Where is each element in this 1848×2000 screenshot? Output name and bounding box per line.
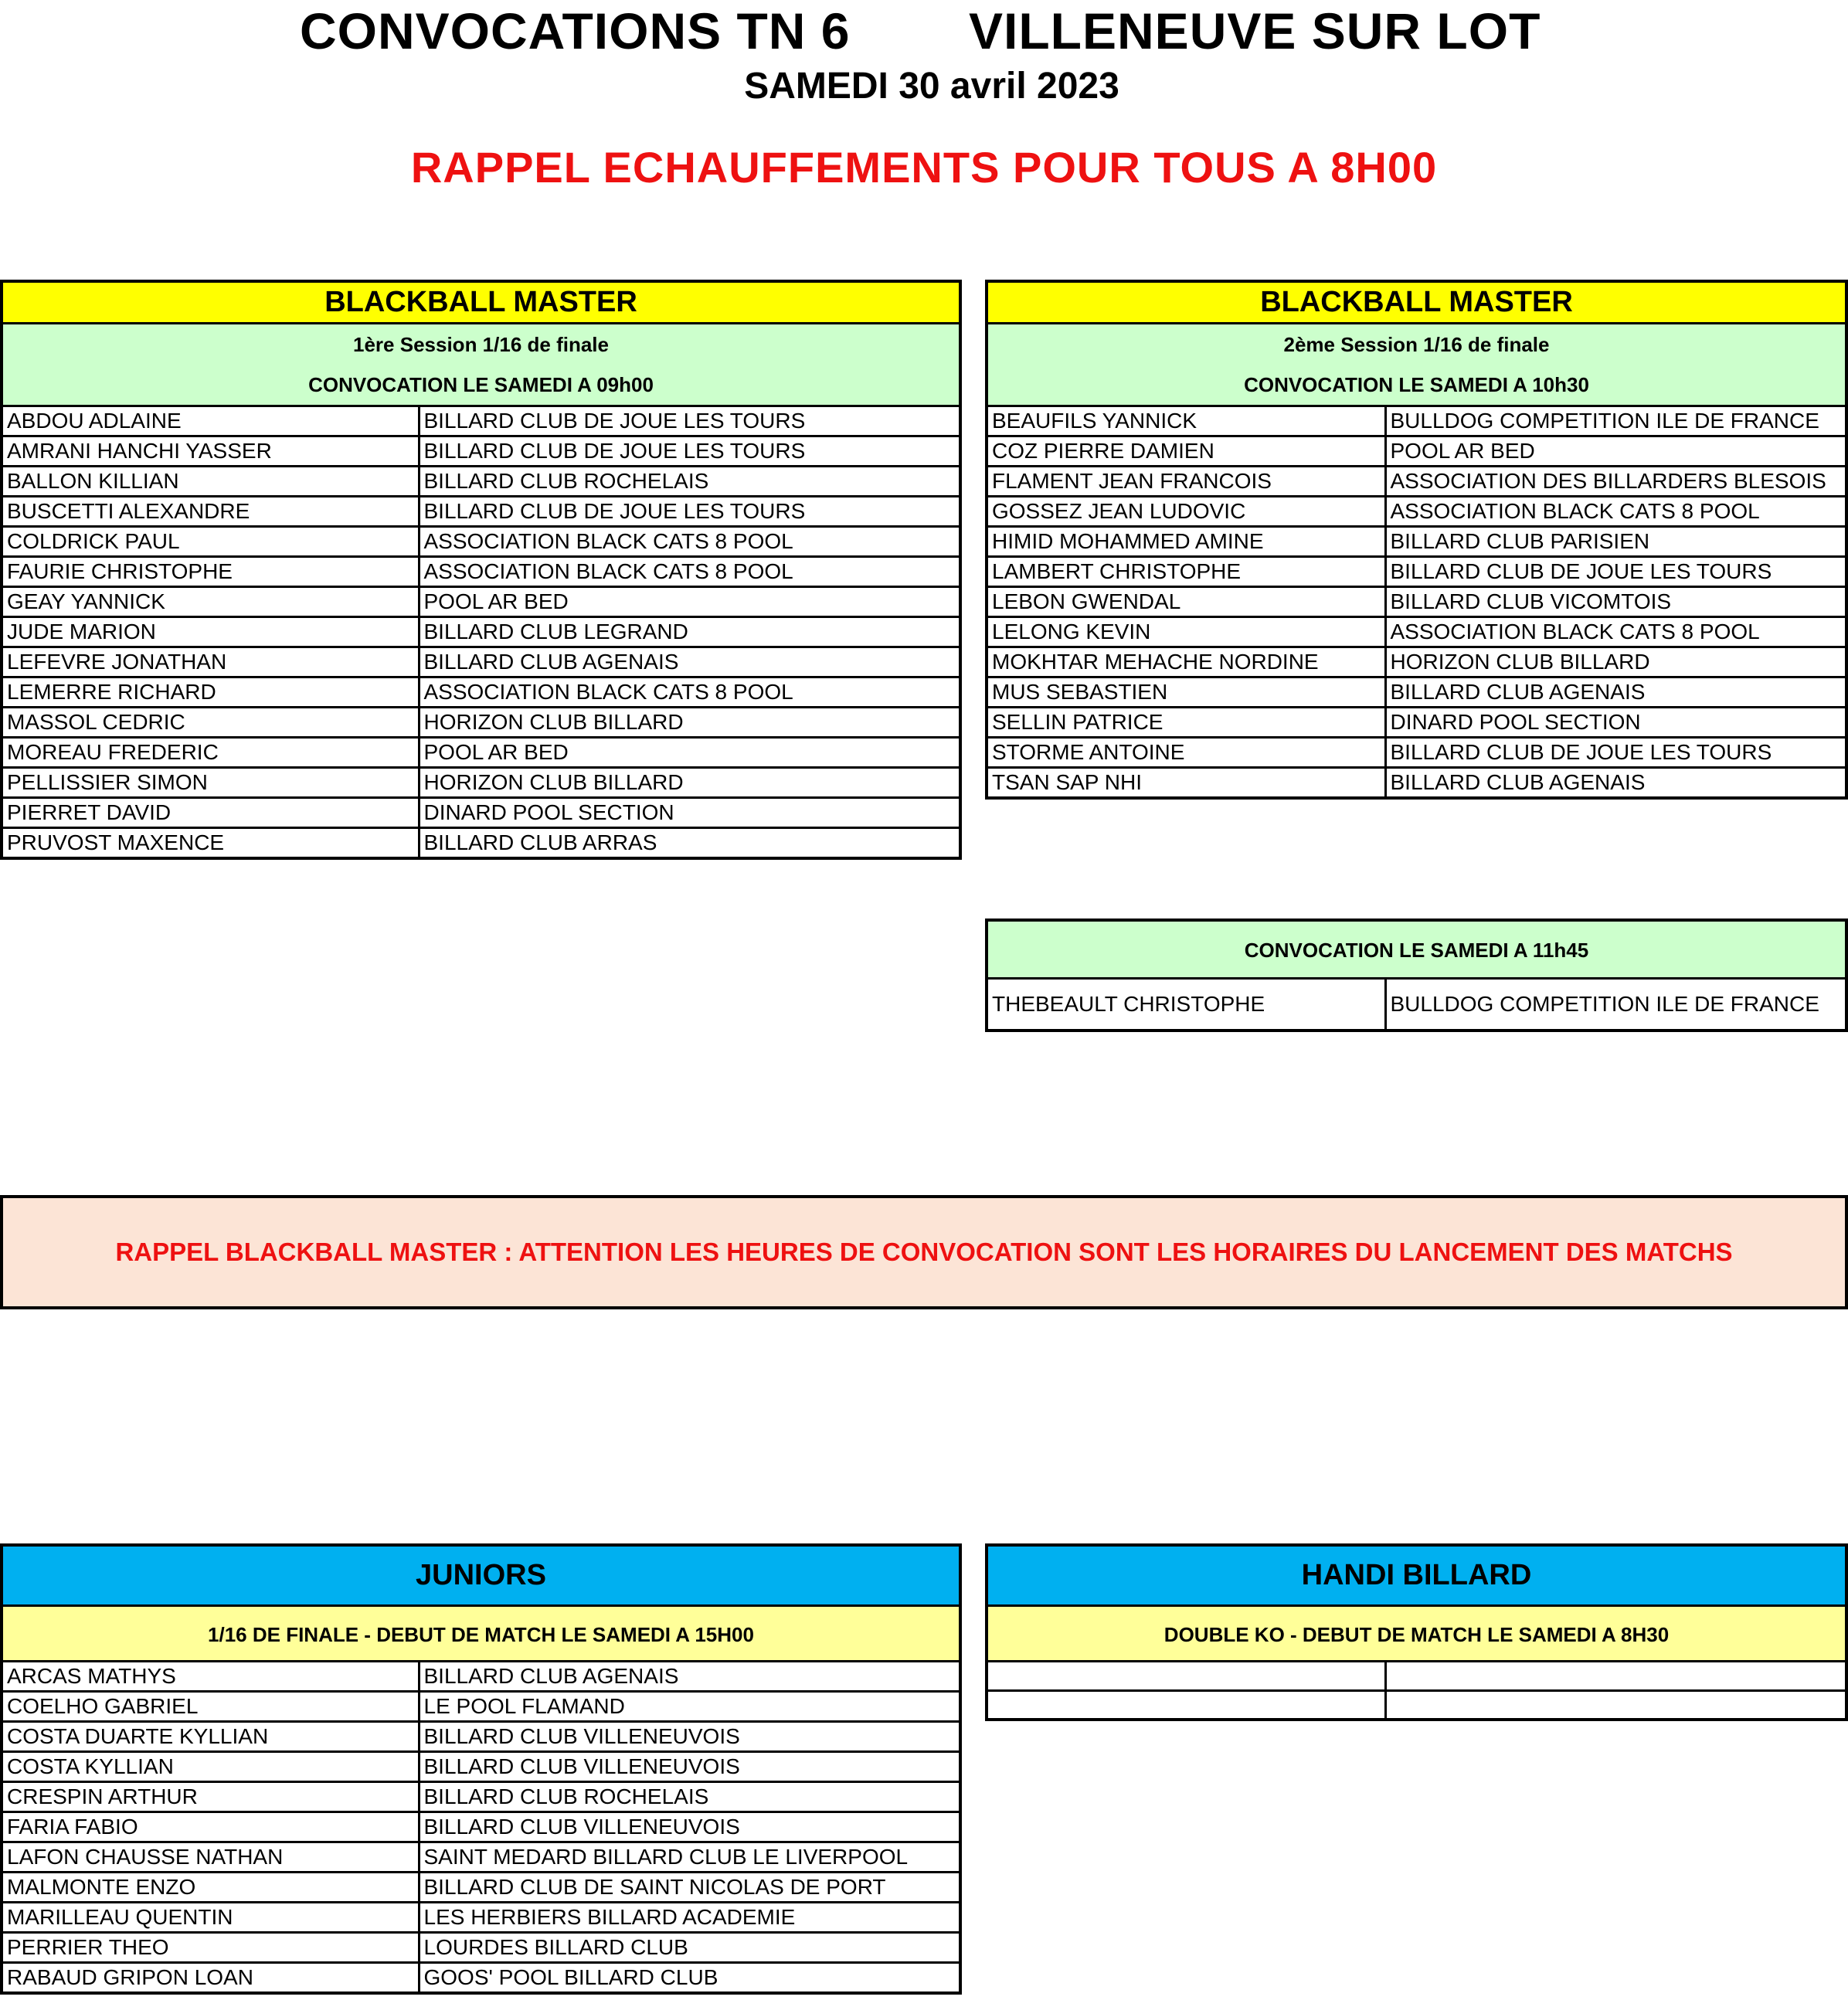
title-competition: CONVOCATIONS TN 6	[300, 2, 851, 59]
session1-subtitle: 1ère Session 1/16 de finale	[353, 333, 609, 356]
juniors-table	[3, 1662, 959, 1992]
club-name: BILLARD CLUB DE JOUE LES TOURS	[419, 497, 959, 527]
session1-panel	[0, 280, 962, 860]
session2-table	[988, 407, 1845, 796]
table-row	[988, 1662, 1845, 1690]
player-name: BUSCETTI ALEXANDRE	[3, 497, 419, 527]
session1-convocation: CONVOCATION LE SAMEDI A 09h00	[308, 373, 654, 396]
club-name: BILLARD CLUB VILLENEUVOIS	[419, 1812, 959, 1842]
session2-convocation: CONVOCATION LE SAMEDI A 10h30	[1244, 373, 1589, 396]
club-name	[1385, 1662, 1845, 1690]
table-row	[3, 436, 959, 467]
player-name: ABDOU ADLAINE	[3, 407, 419, 436]
player-name: LEMERRE RICHARD	[3, 677, 419, 708]
session2-subtitle: 2ème Session 1/16 de finale	[1283, 333, 1550, 356]
table-row	[3, 828, 959, 857]
session2-panel	[985, 280, 1848, 800]
table-row	[3, 587, 959, 617]
table-row	[988, 587, 1845, 617]
club-name: HORIZON CLUB BILLARD	[419, 708, 959, 738]
club-name: BILLARD CLUB AGENAIS	[419, 647, 959, 677]
session2-subheader	[988, 324, 1845, 407]
table-row	[3, 738, 959, 768]
club-name: BILLARD CLUB AGENAIS	[423, 1664, 679, 1688]
session1-table	[3, 407, 959, 857]
table-row	[988, 557, 1845, 587]
table-row	[3, 557, 959, 587]
player-name: FLAMENT JEAN FRANCOIS	[988, 467, 1385, 497]
club-name: BULLDOG COMPETITION ILE DE FRANCE	[1390, 992, 1819, 1016]
club-name: POOL AR BED	[1385, 436, 1845, 467]
juniors-panel	[0, 1543, 962, 1995]
table-row	[3, 1812, 959, 1842]
club-name: BILLARD CLUB VILLENEUVOIS	[419, 1752, 959, 1782]
session3-panel	[985, 919, 1848, 1032]
club-name: BULLDOG COMPETITION ILE DE FRANCE	[1390, 409, 1819, 433]
club-name: POOL AR BED	[419, 587, 959, 617]
player-name: BEAUFILS YANNICK	[988, 407, 1385, 436]
player-name	[988, 1662, 1385, 1690]
juniors-subtitle: 1/16 DE FINALE - DEBUT DE MATCH LE SAMEDI A 15H00	[3, 1607, 959, 1662]
table-row	[3, 1933, 959, 1963]
table-row	[988, 708, 1845, 738]
club-name: BILLARD CLUB DE SAINT NICOLAS DE PORT	[419, 1873, 959, 1903]
player-name: PELLISSIER SIMON	[3, 768, 419, 798]
player-name: MOREAU FREDERIC	[3, 738, 419, 768]
player-name: LELONG KEVIN	[988, 617, 1385, 647]
club-name: SAINT MEDARD BILLARD CLUB LE LIVERPOOL	[419, 1842, 959, 1873]
table-row	[988, 677, 1845, 708]
player-name: COZ PIERRE DAMIEN	[988, 436, 1385, 467]
table-row	[3, 467, 959, 497]
club-name: ASSOCIATION BLACK CATS 8 POOL	[419, 527, 959, 557]
club-name	[1385, 1690, 1845, 1718]
table-row	[988, 527, 1845, 557]
table-row	[3, 798, 959, 828]
player-name: GOSSEZ JEAN LUDOVIC	[988, 497, 1385, 527]
session3-convocation: CONVOCATION LE SAMEDI A 11h45	[1244, 939, 1589, 962]
player-name: HIMID MOHAMMED AMINE	[988, 527, 1385, 557]
table-row	[3, 1873, 959, 1903]
warmup-reminder: RAPPEL ECHAUFFEMENTS POUR TOUS A 8H00	[410, 143, 1438, 192]
club-name: ASSOCIATION BLACK CATS 8 POOL	[1385, 617, 1845, 647]
table-row	[3, 768, 959, 798]
table-row	[3, 1782, 959, 1812]
table-row	[988, 647, 1845, 677]
player-name: JUDE MARION	[3, 617, 419, 647]
table-row	[3, 677, 959, 708]
player-name: SELLIN PATRICE	[988, 708, 1385, 738]
player-name	[988, 1690, 1385, 1718]
club-name: DINARD POOL SECTION	[1385, 708, 1845, 738]
club-name: BILLARD CLUB DE JOUE LES TOURS	[1385, 557, 1845, 587]
player-name: GEAY YANNICK	[3, 587, 419, 617]
club-name: HORIZON CLUB BILLARD	[419, 768, 959, 798]
table-row	[988, 980, 1845, 1029]
table-row	[988, 768, 1845, 797]
player-name: COSTA DUARTE KYLLIAN	[3, 1722, 419, 1752]
player-name: LAFON CHAUSSE NATHAN	[3, 1842, 419, 1873]
event-date: SAMEDI 30 avril 2023	[744, 66, 1119, 107]
player-name: TSAN SAP NHI	[988, 768, 1385, 797]
club-name: BILLARD CLUB LEGRAND	[419, 617, 959, 647]
title-location: VILLENEUVE SUR LOT	[969, 2, 1541, 59]
club-name: BILLARD CLUB DE JOUE LES TOURS	[419, 436, 959, 467]
table-row	[3, 1722, 959, 1752]
table-row	[988, 1690, 1845, 1718]
handi-table	[988, 1662, 1845, 1718]
club-name: BILLARD CLUB ARRAS	[419, 828, 959, 857]
table-row	[3, 527, 959, 557]
blackball-master-note: RAPPEL BLACKBALL MASTER : ATTENTION LES HEURES DE CONVOCATION SONT LES HORAIRES DU LANCEMENT DES MATCHS	[0, 1195, 1848, 1309]
player-name: MALMONTE ENZO	[3, 1873, 419, 1903]
session3-table	[988, 980, 1845, 1029]
club-name: BILLARD CLUB AGENAIS	[1385, 677, 1845, 708]
player-name: MARILLEAU QUENTIN	[3, 1903, 419, 1933]
player-name: MOKHTAR MEHACHE NORDINE	[988, 647, 1385, 677]
page-title	[0, 2, 1848, 63]
club-name: BILLARD CLUB VILLENEUVOIS	[419, 1722, 959, 1752]
club-name: BILLARD CLUB ROCHELAIS	[419, 1782, 959, 1812]
club-name: ASSOCIATION BLACK CATS 8 POOL	[419, 557, 959, 587]
player-name: FAURIE CHRISTOPHE	[3, 557, 419, 587]
table-row	[3, 647, 959, 677]
table-row	[3, 1662, 959, 1692]
player-name: COSTA KYLLIAN	[3, 1752, 419, 1782]
player-name: MASSOL CEDRIC	[3, 708, 419, 738]
club-name: LES HERBIERS BILLARD ACADEMIE	[419, 1903, 959, 1933]
club-name: BILLARD CLUB ROCHELAIS	[419, 467, 959, 497]
club-name: LOURDES BILLARD CLUB	[419, 1933, 959, 1963]
player-name: PIERRET DAVID	[3, 798, 419, 828]
player-name: COELHO GABRIEL	[3, 1692, 419, 1722]
handi-panel	[985, 1543, 1848, 1721]
player-name: MUS SEBASTIEN	[988, 677, 1385, 708]
player-name: BALLON KILLIAN	[3, 467, 419, 497]
table-row	[3, 617, 959, 647]
table-row	[3, 1842, 959, 1873]
club-name: BILLARD CLUB VICOMTOIS	[1385, 587, 1845, 617]
juniors-title: JUNIORS	[3, 1547, 959, 1607]
player-name: COLDRICK PAUL	[3, 527, 419, 557]
player-name: LEBON GWENDAL	[988, 587, 1385, 617]
player-name: LEFEVRE JONATHAN	[3, 647, 419, 677]
handi-subtitle: DOUBLE KO - DEBUT DE MATCH LE SAMEDI A 8H30	[988, 1607, 1845, 1662]
table-row	[3, 1963, 959, 1992]
club-name: GOOS' POOL BILLARD CLUB	[419, 1963, 959, 1992]
table-row	[988, 738, 1845, 768]
club-name: LE POOL FLAMAND	[419, 1692, 959, 1722]
table-row	[3, 407, 959, 436]
table-row	[3, 708, 959, 738]
player-name: PRUVOST MAXENCE	[3, 828, 419, 857]
player-name: LAMBERT CHRISTOPHE	[988, 557, 1385, 587]
club-name: BILLARD CLUB DE JOUE LES TOURS	[423, 409, 806, 433]
table-row	[3, 1692, 959, 1722]
table-row	[3, 497, 959, 527]
table-row	[988, 436, 1845, 467]
club-name: ASSOCIATION BLACK CATS 8 POOL	[1385, 497, 1845, 527]
session1-subheader	[3, 324, 959, 407]
club-name: POOL AR BED	[419, 738, 959, 768]
handi-title: HANDI BILLARD	[988, 1547, 1845, 1607]
session2-title: BLACKBALL MASTER	[988, 283, 1845, 324]
player-name: FARIA FABIO	[3, 1812, 419, 1842]
table-row	[988, 617, 1845, 647]
player-name: CRESPIN ARTHUR	[3, 1782, 419, 1812]
session1-title: BLACKBALL MASTER	[3, 283, 959, 324]
table-row	[988, 407, 1845, 436]
table-row	[988, 467, 1845, 497]
club-name: BILLARD CLUB PARISIEN	[1385, 527, 1845, 557]
club-name: ASSOCIATION BLACK CATS 8 POOL	[419, 677, 959, 708]
club-name: BILLARD CLUB AGENAIS	[1385, 768, 1845, 797]
player-name: THEBEAULT CHRISTOPHE	[988, 980, 1385, 1029]
player-name: STORME ANTOINE	[988, 738, 1385, 768]
club-name: DINARD POOL SECTION	[419, 798, 959, 828]
player-name: ARCAS MATHYS	[3, 1662, 419, 1692]
session3-subheader	[988, 922, 1845, 980]
table-row	[3, 1752, 959, 1782]
player-name: RABAUD GRIPON LOAN	[3, 1963, 419, 1992]
player-name: PERRIER THEO	[3, 1933, 419, 1963]
table-row	[988, 497, 1845, 527]
club-name: ASSOCIATION DES BILLARDERS BLESOIS	[1385, 467, 1845, 497]
club-name: BILLARD CLUB DE JOUE LES TOURS	[1385, 738, 1845, 768]
player-name: AMRANI HANCHI YASSER	[3, 436, 419, 467]
table-row	[3, 1903, 959, 1933]
club-name: HORIZON CLUB BILLARD	[1385, 647, 1845, 677]
